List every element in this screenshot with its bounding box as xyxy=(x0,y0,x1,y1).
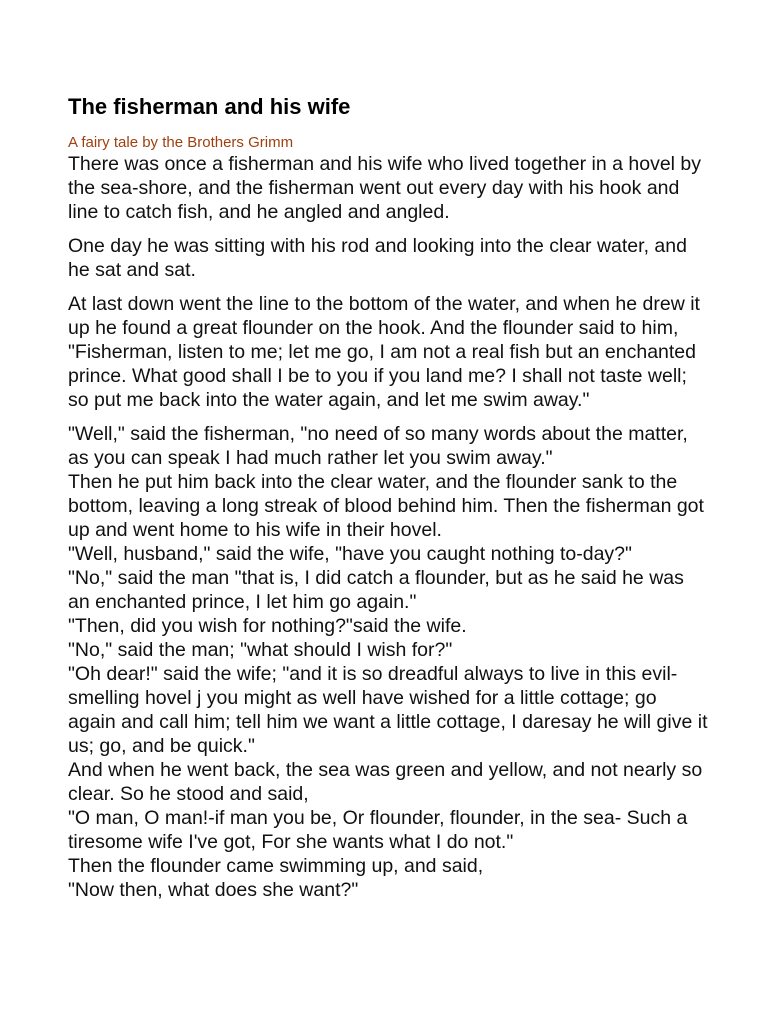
dialogue-line: "Oh dear!" said the wife; "and it is so dreadful always to live in this evil-smelling hovel j you might as well have wished for a little cottage; go again and call him; tell him we want a little cottage, I daresay he will give it us; go, and be quick." xyxy=(68,663,708,757)
document-page xyxy=(68,92,708,902)
narration-line: Then the flounder came swimming up, and said, xyxy=(68,855,484,877)
dialogue-line: "No," said the man "that is, I did catch a flounder, but as he said he was an enchanted prince, I let him go again." xyxy=(68,567,684,613)
paragraph: There was once a fisherman and his wife who lived together in a hovel by the sea-shore, and the fisherman went out every day with his hook and line to catch fish, and he angled and angled. xyxy=(68,153,702,223)
dialogue-line: "Well, husband," said the wife, "have you caught nothing to-day?" xyxy=(68,543,632,565)
document-title: The fisherman and his wife xyxy=(68,94,351,119)
dialogue-line: "Now then, what does she want?" xyxy=(68,879,359,901)
dialogue-line: "Then, did you wish for nothing?"said the wife. xyxy=(68,615,467,637)
narration-line: Then he put him back into the clear water, and the flounder sank to the bottom, leaving a long streak of blood behind him. Then the fisherman got up and went home to his wife in their hovel. xyxy=(68,471,704,541)
rhyme-line: "O man, O man!-if man you be, Or flounder, flounder, in the sea- Such a tiresome wife I've got, For she wants what I do not." xyxy=(68,807,688,853)
narration-line: And when he went back, the sea was green and yellow, and not nearly so clear. So he stood and said, xyxy=(68,759,703,805)
story-body xyxy=(68,152,708,902)
dialogue-line: "Well," said the fisherman, "no need of so many words about the matter, as you can speak I had much rather let you swim away." xyxy=(68,423,688,469)
dialogue-line: "No," said the man; "what should I wish for?" xyxy=(68,639,453,661)
document-subtitle: A fairy tale by the Brothers Grimm xyxy=(68,134,294,151)
paragraph: One day he was sitting with his rod and looking into the clear water, and he sat and sat. xyxy=(68,235,687,281)
paragraph: At last down went the line to the bottom of the water, and when he drew it up he found a great flounder on the hook. And the flounder said to him, "Fisherman, listen to me; let me go, I am not a real fish but an enchanted prince. What good shall I be to you if you land me? I shall not taste well; so put me back into the water again, and let me swim away." xyxy=(68,293,700,411)
